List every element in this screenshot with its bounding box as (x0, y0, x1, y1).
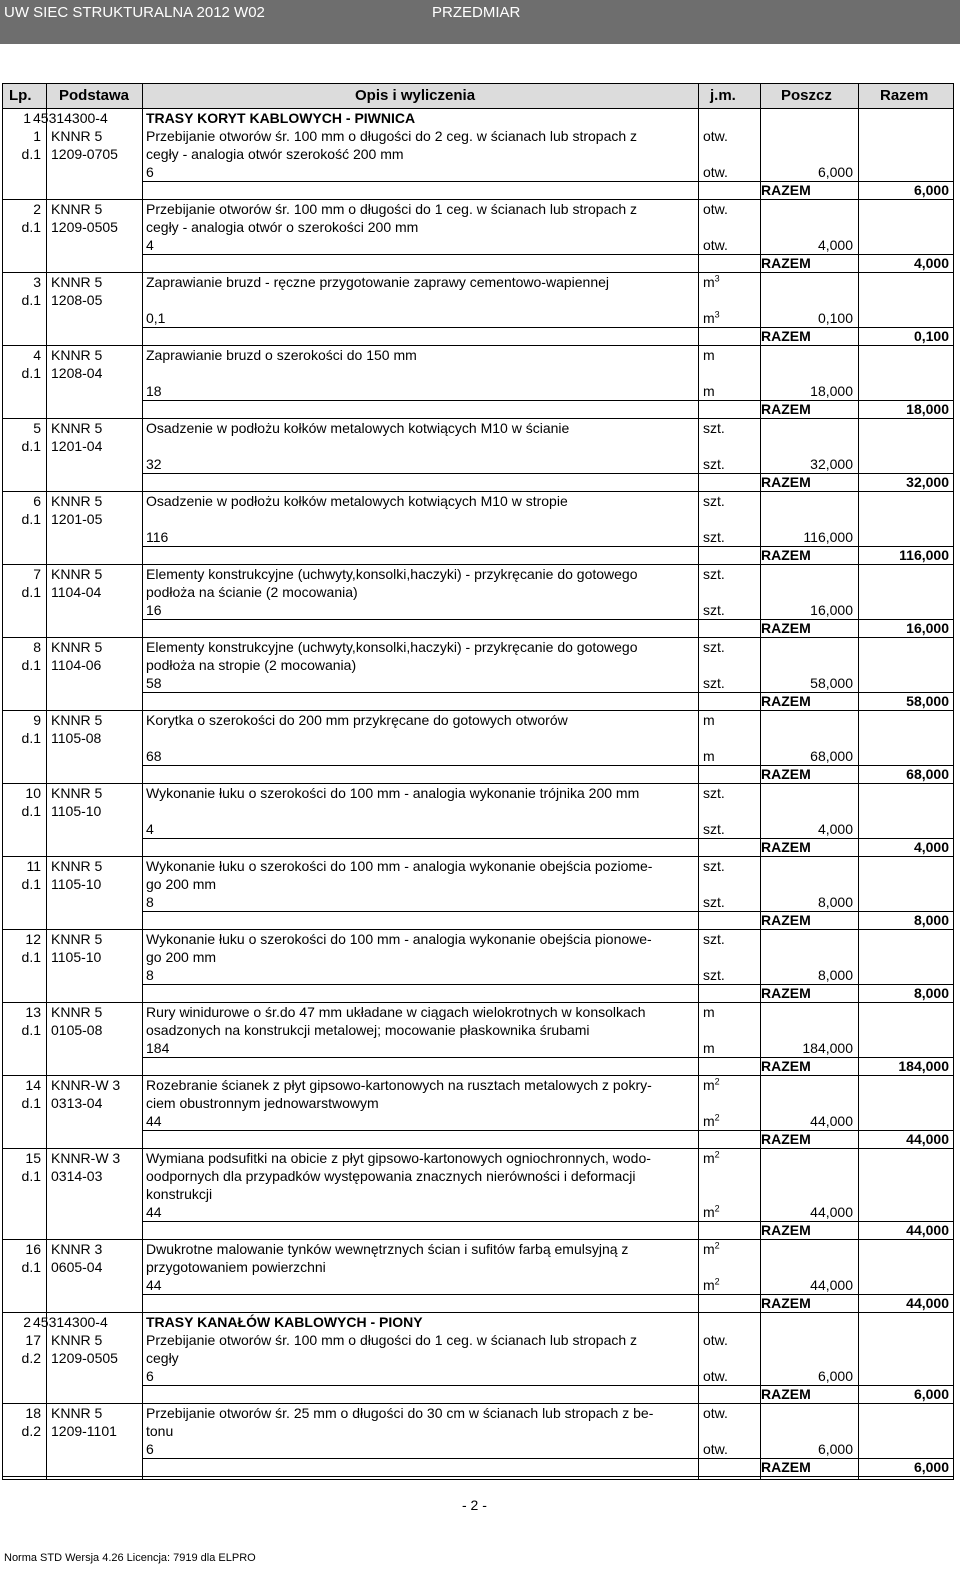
item-basis: KNNR 5 (51, 420, 103, 436)
unit-text: m (703, 1004, 715, 1020)
item-sub: d.1 (21, 1168, 41, 1184)
item-quantity: 8 (146, 967, 154, 983)
item-number: 11 (26, 858, 41, 874)
item-sub: d.1 (21, 584, 41, 600)
item-basis-code: 1209-0505 (51, 219, 118, 235)
unit-text: m (703, 1077, 715, 1093)
subtotal-value: 6,000 (913, 1386, 949, 1402)
column-header-poszcz: Poszcz (781, 87, 832, 104)
item-description: Wykonanie łuku o szerokości do 100 mm - analogia wykonanie obejścia poziome- (146, 858, 653, 874)
item-description: cegły - analogia otwór o szerokości 200 mm (146, 219, 419, 235)
item-basis: KNNR 5 (51, 931, 103, 947)
item-value: 68,000 (810, 748, 853, 764)
subtotal-label: RAZEM (761, 1459, 811, 1475)
item-basis-code: 0105-08 (51, 1022, 103, 1038)
item-quantity-unit (703, 820, 725, 838)
page-number: - 2 - (462, 1497, 487, 1513)
item-unit (703, 1331, 728, 1349)
item-description: Osadzenie w podłożu kołków metalowych kotwiących M10 w ścianie (146, 420, 570, 436)
subtotal-row (143, 181, 953, 199)
unit-text: m (703, 1113, 715, 1129)
item-unit (703, 930, 725, 948)
item-quantity-unit (703, 1203, 720, 1221)
item-unit (703, 565, 725, 583)
subtotal-row (143, 1458, 953, 1476)
table-header (3, 84, 953, 109)
item-sub: d.1 (21, 730, 41, 746)
item-basis: KNNR 3 (51, 1241, 103, 1257)
column-header-jm: j.m. (710, 87, 736, 104)
item-value: 44,000 (810, 1113, 853, 1129)
item-quantity: 44 (146, 1113, 162, 1129)
item-unit (703, 711, 715, 729)
item-quantity-unit (703, 1039, 715, 1057)
subtotal-value: 6,000 (913, 182, 949, 198)
subtotal-row (143, 838, 953, 856)
item-quantity-unit (703, 1440, 728, 1458)
item-description: go 200 mm (146, 876, 217, 892)
item-value: 6,000 (817, 1441, 853, 1457)
item-value: 4,000 (817, 237, 853, 253)
item-description: Rozebranie ścianek z płyt gipsowo-kartonowych na rusztach metalowych z pokry- (146, 1077, 652, 1093)
item-basis: KNNR-W 3 (51, 1150, 121, 1166)
subtotal-row (143, 1385, 953, 1403)
subtotal-row (143, 1294, 953, 1312)
item-sub: d.1 (21, 219, 41, 235)
item-quantity: 4 (146, 821, 154, 837)
subtotal-row (143, 400, 953, 418)
item-description: cegły - analogia otwór szerokość 200 mm (146, 146, 404, 162)
subtotal-value: 44,000 (906, 1295, 949, 1311)
subtotal-row (143, 254, 953, 272)
item-number: 12 (25, 931, 41, 947)
subtotal-value: 44,000 (906, 1222, 949, 1238)
item-description: Elementy konstrukcyjne (uchwyty,konsolki,haczyki) - przykręcanie do gotowego (146, 566, 638, 582)
subtotal-row (143, 911, 953, 929)
item-description: Wykonanie łuku o szerokości do 100 mm - analogia wykonanie obejścia pionowe- (146, 931, 652, 947)
item-sub: d.1 (21, 1259, 41, 1275)
subtotal-value: 8,000 (913, 985, 949, 1001)
item-number: 3 (33, 274, 41, 290)
subtotal-value: 68,000 (906, 766, 949, 782)
item-quantity-unit (703, 309, 720, 327)
item-quantity: 6 (146, 164, 154, 180)
item-quantity: 6 (146, 1441, 154, 1457)
unit-text: otw. (703, 1332, 728, 1348)
unit-text: m (703, 1040, 715, 1056)
subtotal-row (143, 619, 953, 637)
item-value: 58,000 (810, 675, 853, 691)
item-basis-code: 1208-04 (51, 365, 103, 381)
item-quantity: 18 (146, 383, 162, 399)
subtotal-label: RAZEM (761, 693, 811, 709)
item-basis: KNNR 5 (51, 712, 103, 728)
subtotal-row (143, 1057, 953, 1075)
item-description: osadzonych na konstrukcji metalowej; mocowanie płaskownika śrubami (146, 1022, 590, 1038)
item-unit (703, 492, 725, 510)
subtotal-label: RAZEM (761, 1058, 811, 1074)
subtotal-label: RAZEM (761, 255, 811, 271)
column-header-razem: Razem (880, 87, 929, 104)
subtotal-value: 0,100 (913, 328, 949, 344)
subtotal-row (143, 984, 953, 1002)
item-number: 8 (33, 639, 41, 655)
item-description: Wykonanie łuku o szerokości do 100 mm - analogia wykonanie trójnika 200 mm (146, 785, 640, 801)
unit-text: otw. (703, 1368, 728, 1384)
subtotal-label: RAZEM (761, 839, 811, 855)
document-type: PRZEDMIAR (432, 4, 521, 21)
item-quantity-unit (703, 674, 725, 692)
unit-exponent: 2 (714, 1240, 720, 1251)
item-basis-code: 1201-04 (51, 438, 103, 454)
item-description: Zaprawianie bruzd o szerokości do 150 mm (146, 347, 417, 363)
item-basis-code: 0314-03 (51, 1168, 103, 1184)
item-value: 6,000 (817, 164, 853, 180)
unit-text: szt. (703, 639, 725, 655)
item-basis-code: 1105-10 (51, 949, 102, 965)
item-description: konstrukcji (146, 1186, 213, 1202)
item-sub: d.1 (21, 511, 41, 527)
unit-text: otw. (703, 237, 728, 253)
subtotal-row (143, 327, 953, 345)
bill-of-quantities-table (2, 83, 954, 1480)
item-basis: KNNR 5 (51, 1004, 103, 1020)
subtotal-label: RAZEM (761, 1131, 811, 1147)
unit-text: szt. (703, 931, 725, 947)
item-quantity: 4 (146, 237, 154, 253)
document-header-band (0, 0, 960, 44)
item-number: 15 (25, 1150, 41, 1166)
item-basis: KNNR 5 (51, 493, 103, 509)
item-quantity-unit (703, 382, 715, 400)
subtotal-label: RAZEM (761, 401, 811, 417)
item-description: Przebijanie otworów śr. 100 mm o długości do 2 ceg. w ścianach lub stropach z (146, 128, 638, 144)
unit-text: szt. (703, 821, 725, 837)
item-basis: KNNR 5 (51, 274, 103, 290)
item-description: Przebijanie otworów śr. 100 mm o długości do 1 ceg. w ścianach lub stropach z (146, 1332, 638, 1348)
item-value: 184,000 (802, 1040, 853, 1056)
item-value: 6,000 (817, 1368, 853, 1384)
item-basis-code: 1105-10 (51, 876, 102, 892)
item-basis: KNNR 5 (51, 1405, 103, 1421)
item-number: 9 (33, 712, 41, 728)
subtotal-label: RAZEM (761, 328, 811, 344)
item-sub: d.1 (21, 876, 41, 892)
unit-text: m (703, 712, 715, 728)
item-number: 2 (33, 201, 41, 217)
subtotal-value: 116,000 (899, 547, 949, 563)
unit-text: szt. (703, 602, 725, 618)
unit-exponent: 2 (714, 1076, 720, 1087)
unit-text: szt. (703, 675, 725, 691)
item-basis-code: 0313-04 (51, 1095, 103, 1111)
item-unit (703, 200, 728, 218)
item-description: podłoża na ścianie (2 mocowania) (146, 584, 358, 600)
unit-exponent: 2 (714, 1203, 720, 1214)
item-basis-code: 1105-08 (51, 730, 102, 746)
unit-text: otw. (703, 201, 728, 217)
unit-text: m (703, 383, 715, 399)
item-number: 5 (33, 420, 41, 436)
item-quantity-unit (703, 455, 725, 473)
row-separator (3, 1476, 953, 1477)
item-number: 17 (25, 1332, 41, 1348)
section-title: TRASY KANAŁÓW KABLOWYCH - PIONY (146, 1314, 423, 1330)
unit-text: szt. (703, 529, 725, 545)
item-value: 16,000 (810, 602, 853, 618)
item-number: 6 (33, 493, 41, 509)
item-value: 32,000 (810, 456, 853, 472)
item-quantity: 68 (146, 748, 162, 764)
section-title: TRASY KORYT KABLOWYCH - PIWNICA (146, 110, 416, 126)
unit-text: szt. (703, 420, 725, 436)
unit-text: m (703, 274, 715, 290)
item-description: przygotowaniem powierzchni (146, 1259, 326, 1275)
unit-text: m (703, 748, 715, 764)
subtotal-label: RAZEM (761, 474, 811, 490)
item-value: 116,000 (803, 529, 853, 545)
subtotal-value: 6,000 (913, 1459, 949, 1475)
item-description: Przebijanie otworów śr. 100 mm o długości do 1 ceg. w ścianach lub stropach z (146, 201, 638, 217)
subtotal-row (143, 1130, 953, 1148)
unit-text: m (703, 347, 715, 363)
item-value: 18,000 (810, 383, 853, 399)
unit-text: szt. (703, 785, 725, 801)
item-sub: d.1 (21, 657, 41, 673)
item-description: podłoża na stropie (2 mocowania) (146, 657, 357, 673)
unit-exponent: 2 (714, 1112, 720, 1123)
subtotal-value: 18,000 (906, 401, 949, 417)
item-description: Elementy konstrukcyjne (uchwyty,konsolki,haczyki) - przykręcanie do gotowego (146, 639, 638, 655)
unit-text: szt. (703, 566, 725, 582)
unit-text: m (703, 1204, 715, 1220)
item-basis: KNNR 5 (51, 347, 103, 363)
unit-text: szt. (703, 967, 725, 983)
subtotal-label: RAZEM (761, 620, 811, 636)
item-description: Dwukrotne malowanie tynków wewnętrznych ścian i sufitów farbą emulsyjną z (146, 1241, 629, 1257)
subtotal-value: 8,000 (913, 912, 949, 928)
item-description: go 200 mm (146, 949, 217, 965)
item-basis: KNNR-W 3 (51, 1077, 121, 1093)
item-basis: KNNR 5 (51, 201, 103, 217)
item-number: 4 (33, 347, 41, 363)
item-value: 8,000 (817, 967, 853, 983)
unit-exponent: 2 (714, 1276, 720, 1287)
item-quantity-unit (703, 1276, 720, 1294)
item-description: cegły (146, 1350, 179, 1366)
column-divider (46, 84, 47, 1479)
subtotal-row (143, 1221, 953, 1239)
item-quantity-unit (703, 601, 725, 619)
item-number: 10 (25, 785, 41, 801)
item-quantity-unit (703, 1367, 728, 1385)
item-basis: KNNR 5 (51, 785, 103, 801)
item-value: 44,000 (810, 1204, 853, 1220)
item-quantity: 58 (146, 675, 162, 691)
item-number: 16 (25, 1241, 41, 1257)
item-description: Osadzenie w podłożu kołków metalowych kotwiących M10 w stropie (146, 493, 568, 509)
item-unit (703, 857, 725, 875)
item-sub: d.1 (21, 949, 41, 965)
item-quantity-unit (703, 528, 725, 546)
unit-text: szt. (703, 858, 725, 874)
document-title: UW SIEC STRUKTURALNA 2012 W02 (4, 4, 265, 21)
subtotal-label: RAZEM (761, 547, 811, 563)
item-unit (703, 1404, 728, 1422)
subtotal-label: RAZEM (761, 1222, 811, 1238)
subtotal-row (143, 765, 953, 783)
item-unit (703, 127, 728, 145)
item-value: 8,000 (817, 894, 853, 910)
section-number: 2 (23, 1314, 31, 1330)
item-description: oodpornych dla przypadków występowania znacznych nierówności i deformacji (146, 1168, 636, 1184)
item-quantity: 6 (146, 1368, 154, 1384)
subtotal-label: RAZEM (761, 1386, 811, 1402)
item-quantity: 32 (146, 456, 162, 472)
item-quantity-unit (703, 747, 715, 765)
subtotal-value: 184,000 (898, 1058, 949, 1074)
item-sub: d.2 (21, 1350, 41, 1366)
item-unit (703, 1149, 720, 1167)
column-header-opis: Opis i wyliczenia (355, 87, 476, 104)
item-basis-code: 1209-1101 (51, 1423, 117, 1439)
item-sub: d.1 (21, 292, 41, 308)
unit-text: szt. (703, 493, 725, 509)
item-basis: KNNR 5 (51, 1332, 103, 1348)
item-quantity: 184 (146, 1040, 170, 1056)
subtotal-label: RAZEM (761, 912, 811, 928)
item-sub: d.1 (21, 1095, 41, 1111)
item-basis-code: 1104-06 (51, 657, 102, 673)
subtotal-value: 4,000 (913, 839, 949, 855)
item-sub: d.1 (21, 146, 41, 162)
item-value: 44,000 (810, 1277, 853, 1293)
subtotal-value: 32,000 (906, 474, 949, 490)
subtotal-row (143, 473, 953, 491)
item-quantity-unit (703, 1112, 720, 1130)
subtotal-row (143, 692, 953, 710)
item-quantity-unit (703, 893, 725, 911)
item-quantity: 0,1 (146, 310, 166, 326)
item-unit (703, 1240, 720, 1258)
item-unit (703, 273, 720, 291)
item-description: Korytka o szerokości do 200 mm przykręcane do gotowych otworów (146, 712, 568, 728)
section-code: 45314300-4 (33, 110, 108, 126)
subtotal-label: RAZEM (761, 1295, 811, 1311)
item-quantity: 116 (146, 529, 169, 545)
item-description: Zaprawianie bruzd - ręczne przygotowanie zaprawy cementowo-wapiennej (146, 274, 610, 290)
item-value: 0,100 (817, 310, 853, 326)
item-unit (703, 1076, 720, 1094)
item-basis-code: 1201-05 (51, 511, 103, 527)
item-basis-code: 1105-10 (51, 803, 102, 819)
item-value: 4,000 (817, 821, 853, 837)
item-basis: KNNR 5 (51, 566, 103, 582)
item-number: 7 (33, 566, 41, 582)
unit-text: otw. (703, 1405, 728, 1421)
item-basis-code: 1209-0505 (51, 1350, 118, 1366)
item-basis: KNNR 5 (51, 128, 103, 144)
item-sub: d.1 (21, 438, 41, 454)
item-sub: d.1 (21, 1022, 41, 1038)
unit-text: m (703, 310, 715, 326)
unit-text: m (703, 1277, 715, 1293)
item-unit (703, 346, 715, 364)
subtotal-label: RAZEM (761, 766, 811, 782)
item-quantity: 44 (146, 1277, 162, 1293)
item-sub: d.1 (21, 365, 41, 381)
item-number: 14 (25, 1077, 41, 1093)
item-description: Przebijanie otworów śr. 25 mm o długości do 30 cm w ścianach lub stropach z be- (146, 1405, 654, 1421)
subtotal-value: 44,000 (906, 1131, 949, 1147)
item-quantity-unit (703, 236, 728, 254)
item-quantity: 8 (146, 894, 154, 910)
unit-text: szt. (703, 894, 725, 910)
item-description: ciem obustronnym jednowarstwowym (146, 1095, 379, 1111)
item-sub: d.2 (21, 1423, 41, 1439)
item-number: 18 (25, 1405, 41, 1421)
footer-license: Norma STD Wersja 4.26 Licencja: 7919 dla ELPRO (4, 1552, 256, 1564)
item-unit (703, 1003, 715, 1021)
item-unit (703, 638, 725, 656)
item-description: Wymiana podsufitki na obicie z płyt gipsowo-kartonowych ogniochronnych, wodo- (146, 1150, 651, 1166)
item-quantity: 16 (146, 602, 162, 618)
unit-exponent: 2 (714, 1149, 720, 1160)
subtotal-row (143, 546, 953, 564)
item-description: Rury winidurowe o śr.do 47 mm układane w ciągach wielokrotnych w konsolkach (146, 1004, 646, 1020)
item-quantity-unit (703, 163, 728, 181)
subtotal-label: RAZEM (761, 985, 811, 1001)
item-basis-code: 1208-05 (51, 292, 103, 308)
item-quantity: 44 (146, 1204, 162, 1220)
item-number: 13 (25, 1004, 41, 1020)
item-basis: KNNR 5 (51, 639, 103, 655)
item-basis-code: 1104-04 (51, 584, 102, 600)
item-basis: KNNR 5 (51, 858, 103, 874)
unit-text: m (703, 1241, 715, 1257)
subtotal-value: 58,000 (906, 693, 949, 709)
subtotal-value: 16,000 (906, 620, 949, 636)
item-number: 1 (33, 128, 41, 144)
unit-text: otw. (703, 1441, 728, 1457)
unit-text: otw. (703, 128, 728, 144)
item-basis-code: 0605-04 (51, 1259, 103, 1275)
item-unit (703, 419, 725, 437)
subtotal-value: 4,000 (913, 255, 949, 271)
item-description: tonu (146, 1423, 174, 1439)
section-code: 45314300-4 (33, 1314, 108, 1330)
column-header-lp: Lp. (9, 87, 32, 104)
item-quantity-unit (703, 966, 725, 984)
unit-exponent: 3 (714, 273, 720, 284)
section-number: 1 (23, 110, 31, 126)
column-header-podstawa: Podstawa (59, 87, 130, 104)
subtotal-label: RAZEM (761, 182, 811, 198)
item-basis-code: 1209-0705 (51, 146, 118, 162)
item-sub: d.1 (21, 803, 41, 819)
unit-text: otw. (703, 164, 728, 180)
item-unit (703, 784, 725, 802)
unit-text: m (703, 1150, 715, 1166)
unit-exponent: 3 (714, 309, 720, 320)
unit-text: szt. (703, 456, 725, 472)
